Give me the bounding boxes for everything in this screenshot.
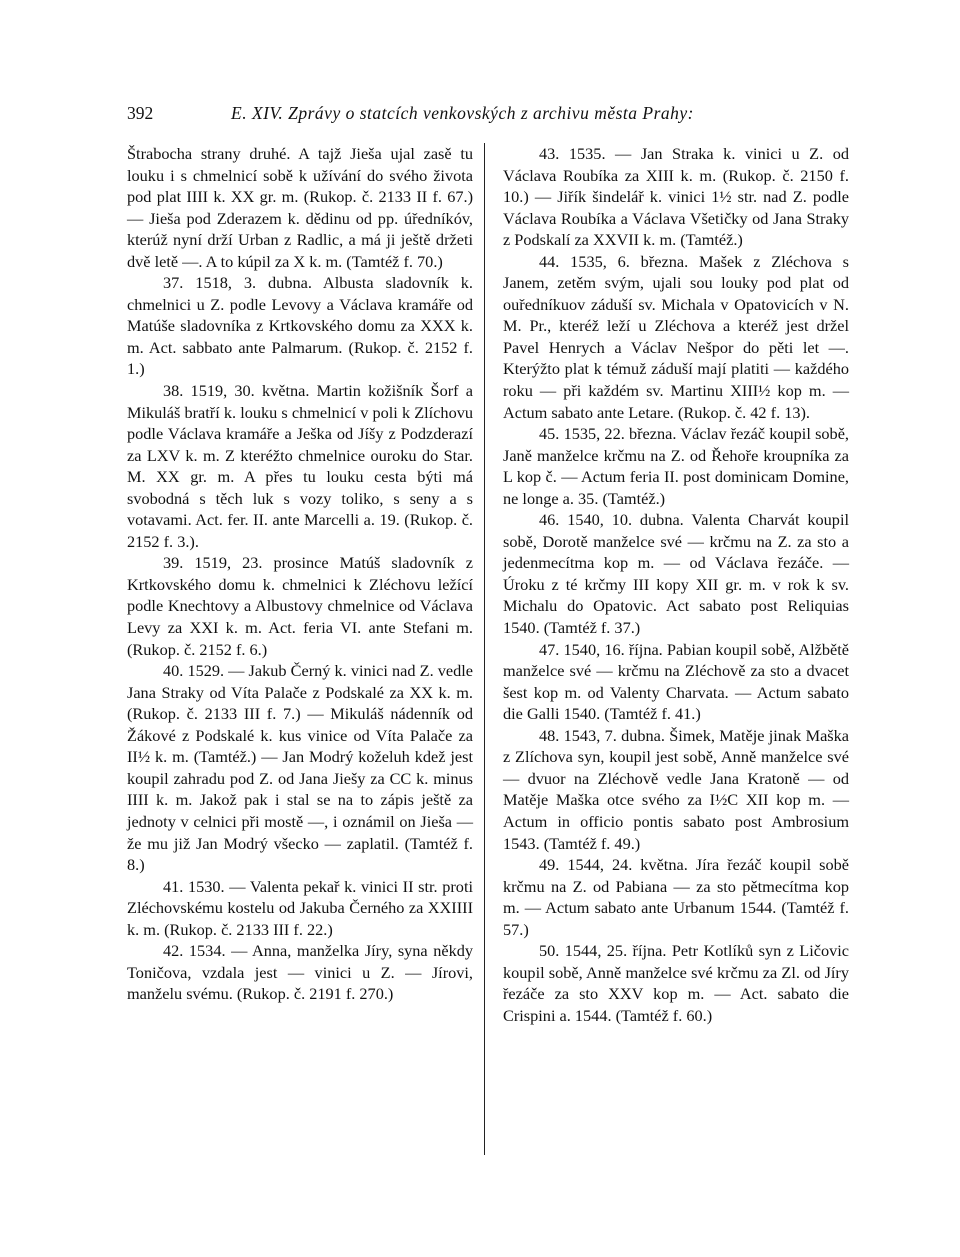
running-title: E. XIV. Zprávy o statcích venkovských z archivu města Prahy: xyxy=(231,103,694,123)
entry-paragraph: 41. 1530. — Valenta pekař k. vinici II str. proti Zléchovskému kostelu od Jakuba Černého za XXIIII k. m. (Rukop. č. 2133 III f. 22.) xyxy=(127,876,473,939)
entry-paragraph: 40. 1529. — Jakub Černý k. vinici nad Z. vedle Jana Straky od Víta Palače z Podskalé za XX k. m. (Rukop. č. 2133 III f. 7.) — Mikuláš nádenník od Žákové z Podskalé k. kus vinice od Víta Palače za II½ k. m. (Tamtéž.) — Jan Modrý koželuh kdež jest koupil zahradu pod Z. od Jana Jiešy za CC k. minus IIII k. m. Jakož pak i stal se na to zápis ještě za jednoty v celnici při mostě —, i oznámil on Jieša — že mu již Jan Modrý všecko — zaplatil. (Tamtéž f. 8.) xyxy=(127,661,473,875)
entry-paragraph: 44. 1535, 6. března. Mašek z Zléchova s Janem, zetěm svým, ujali sou louky pod plat od ouředníkuov záduší sv. Michala v Opatovicích v N. M. Pr., kteréž leží u Zléchova a kteréž jest držel Pavel Henrych a Václav Nešpor do pěti let —. Kterýžto plat k témuž záduší mají platiti — každého roku — při každém sv. Martinu XIII½ kop m. — Actum sabato ante Letare. (Rukop. č. 42 f. 13). xyxy=(503,251,849,422)
column-divider xyxy=(484,143,485,1155)
entry-paragraph: 38. 1519, 30. května. Martin kožišník Šorf a Mikuláš bratří k. louku s chmelnicí v poli k Zlíchovu podle Václava kramáře a Ješka od Jíšy z Podzderazí za LXV k. m. Z kteréžto chmelnice ouroku do Star. M. XX gr. m. A přes tu louku cesta býti má svobodná s těch luk s vozy toliko, s seny a s votavami. Act. fer. II. ante Marcelli a. 19. (Rukop. č. 2152 f. 3.). xyxy=(127,381,473,551)
page-number: 392 xyxy=(127,103,154,123)
entry-paragraph: 50. 1544, 25. října. Petr Kotlíků syn z Ličovic koupil sobě, Anně manželce své krčmu za Zl. od Jíry řezáče za sto XXV kop m. — Act. sabato die Crispini a. 1544. (Tamtéž f. 60.) xyxy=(503,941,849,1025)
right-column xyxy=(503,143,849,1026)
entry-paragraph: 46. 1540, 10. dubna. Valenta Charvát koupil sobě, Dorotě manželce své — krčmu na Z. za sto a jedenmecítma kop m. — od Václava řezáče. — Úroku z té krčmy III kopy XII gr. m. v rok k sv. Michalu do Opatovic. Act sabato post Reliquias 1540. (Tamtéž f. 37.) xyxy=(503,510,849,638)
entry-paragraph: 49. 1544, 24. května. Jíra řezáč koupil sobě krčmu na Z. od Pabiana — za sto pětmecítma kop m. — Actum sabato ante Urbanum 1544. (Tamtéž f. 57.) xyxy=(503,855,849,939)
entry-paragraph: 48. 1543, 7. dubna. Šimek, Matěje jinak Maška z Zlíchova syn, koupil jest sobě, Anně manželce své — dvuor na Zléchově vedle Jana Kratoně — od Matěje Maška otce svého za I½C XII kop m. — Actum in officio pontis sabato post Ambrosium 1543. (Tamtéž f. 49.) xyxy=(503,725,849,853)
entry-paragraph: 37. 1518, 3. dubna. Albusta sladovník k. chmelnici u Z. podle Levovy a Václava kramáře od Matúše sladovníka z Krtkovského domu za XXX k. m. Act. sabbato ante Palmarum. (Rukop. č. 2152 f. 1.) xyxy=(127,273,473,379)
entry-paragraph: 39. 1519, 23. prosince Matúš sladovník z Krtkovského domu k. chmelnici k Zléchovu ležící podle Knechtovy a Albustovy chmelnice od Václava Levy za XXI k. m. Act. feria VI. ante Stefani m. (Rukop. č. 2152 f. 6.) xyxy=(127,553,473,659)
entry-paragraph: 45. 1535, 22. března. Václav řezáč koupil sobě, Janě manželce krčmu na Z. od Řehoře kroupníka za L kop č. — Actum feria II. post dominicam Domine, ne longe a. 35. (Tamtéž.) xyxy=(503,424,849,508)
entry-paragraph: 42. 1534. — Anna, manželka Jíry, syna někdy Toničova, vzdala jest — vinici u Z. — Jírovi, manželu svému. (Rukop. č. 2191 f. 270.) xyxy=(127,941,473,1004)
entry-paragraph: 43. 1535. — Jan Straka k. vinici u Z. od Václava Roubíka za XIII k. m. (Rukop. č. 2150 f. 10.) — Jiřík šindelář k. vinici 1½ str. nad Z. podle Václava Roubíka a Václava Všetičky od Jana Straky z Podskalí za XXVII k. m. (Tamtéž.) xyxy=(503,144,849,250)
page-header xyxy=(127,103,817,127)
entry-paragraph: Štrabocha strany druhé. A tajž Jieša ujal zasě tu louku i s chmelnicí sobě k užívání do svého života pod plat IIII k. XX gr. m. (Rukop. č. 2133 II f. 67.) — Jieša pod Zderazem k. dědinu od pp. úředníkóv, kterúž nyní drží Urban z Radlic, a má ji ještě držeti dvě letě —. A to kúpil za X k. m. (Tamtéž f. 70.) xyxy=(127,144,473,271)
entry-paragraph: 47. 1540, 16. října. Pabian koupil sobě, Alžbětě manželce své — krčmu na Zléchově za sto a dvacet šest kop m. od Valenty Charvata. — Actum sabato die Galli 1540. (Tamtéž f. 41.) xyxy=(503,639,849,724)
left-column xyxy=(127,143,473,1005)
